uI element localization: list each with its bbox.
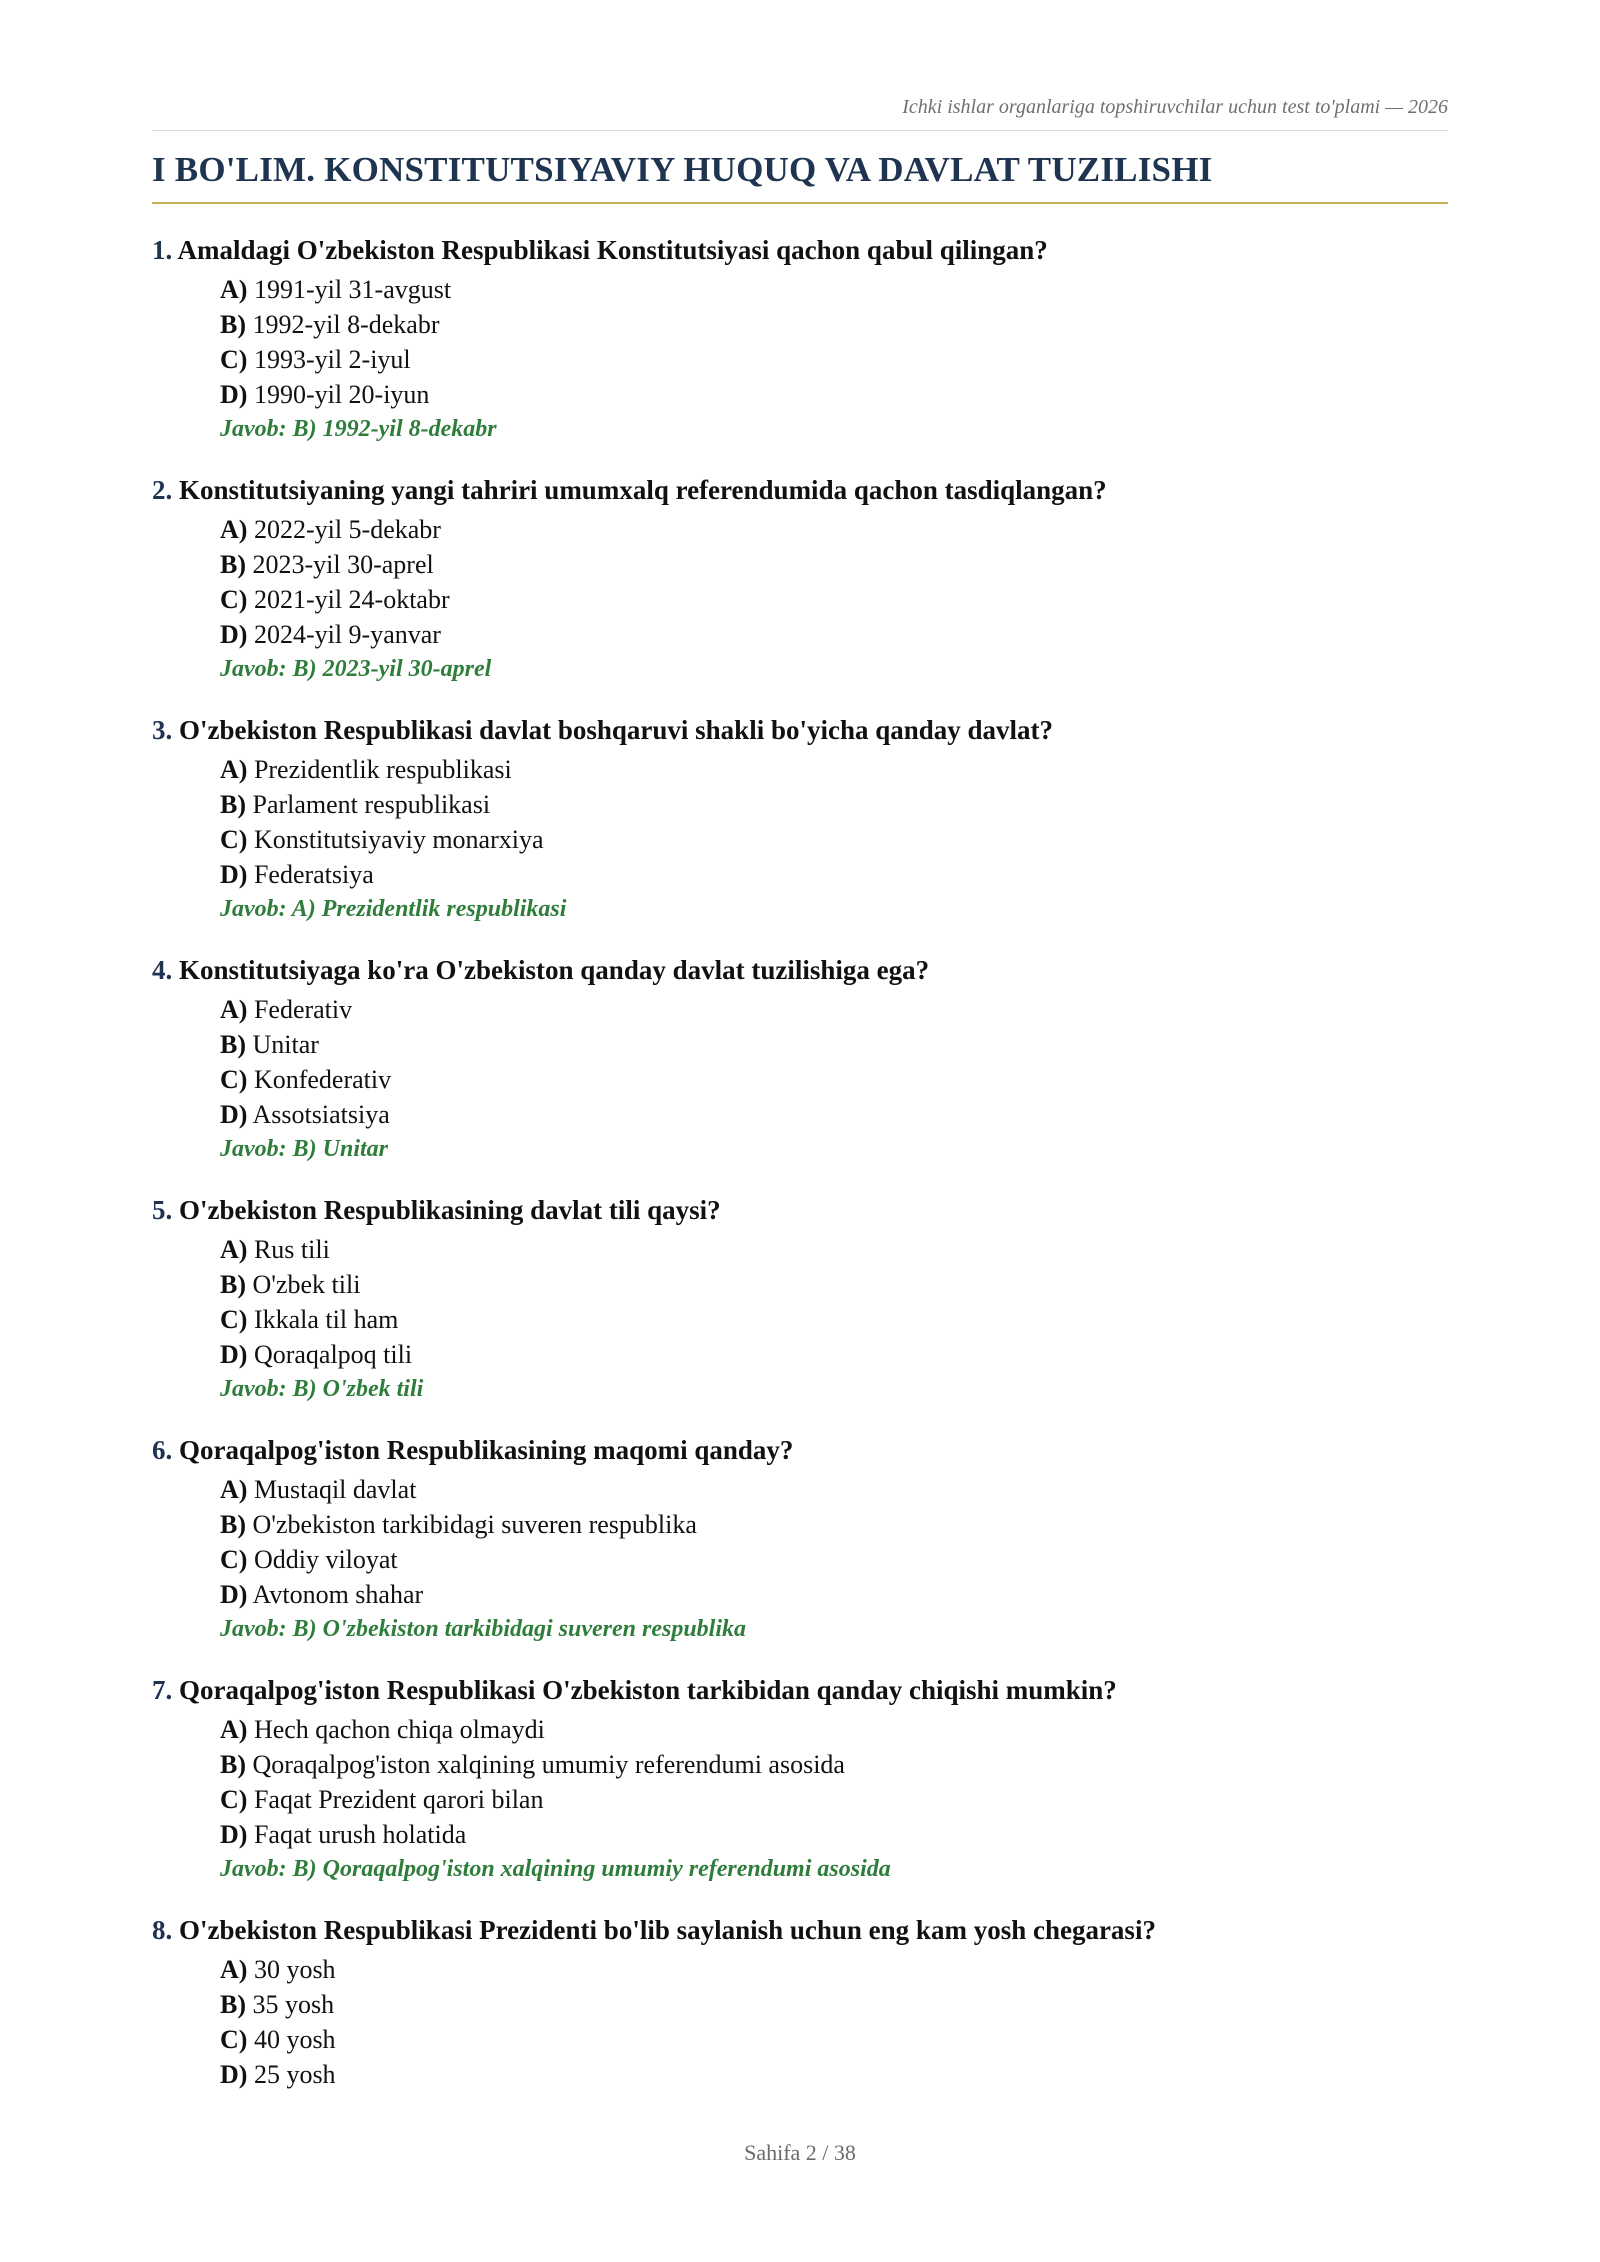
answer-option: [220, 547, 1448, 582]
option-letter: D): [220, 620, 248, 649]
question-text: [152, 1670, 1448, 1710]
question-number: 4.: [152, 955, 173, 985]
option-letter: A): [220, 275, 248, 304]
answer-option: [220, 1747, 1448, 1782]
answer-option: [220, 1337, 1448, 1372]
option-text: Parlament respublikasi: [252, 790, 491, 819]
question-number: 8.: [152, 1915, 173, 1945]
answer-option: [220, 582, 1448, 617]
option-text: 2024-yil 9-yanvar: [253, 620, 441, 649]
option-letter: C): [220, 1785, 248, 1814]
question-body: Qoraqalpog'iston Respublikasi O'zbekiston tarkibidan qanday chiqishi mumkin?: [179, 1675, 1117, 1705]
question-number: 5.: [152, 1195, 173, 1225]
answer-option: [220, 822, 1448, 857]
option-letter: D): [220, 1820, 248, 1849]
option-text: 40 yosh: [253, 2025, 336, 2054]
question-body: O'zbekiston Respublikasi davlat boshqaruvi shakli bo'yicha qanday davlat?: [179, 715, 1054, 745]
question-body: Qoraqalpog'iston Respublikasining maqomi qanday?: [179, 1435, 794, 1465]
option-letter: A): [220, 755, 248, 784]
answer-option: [220, 787, 1448, 822]
question-text: [152, 1910, 1448, 1950]
answer-option: [220, 2022, 1448, 2057]
answer-option: [220, 857, 1448, 892]
question-number: 6.: [152, 1435, 173, 1465]
question-item: [152, 710, 1448, 950]
question-item: [152, 1430, 1448, 1670]
option-text: 1993-yil 2-iyul: [253, 345, 411, 374]
question-number: 3.: [152, 715, 173, 745]
option-letter: A): [220, 1235, 248, 1264]
option-letter: D): [220, 2060, 248, 2089]
question-body: Konstitutsiyaga ko'ra O'zbekiston qanday davlat tuzilishiga ega?: [179, 955, 930, 985]
option-letter: A): [220, 1955, 248, 1984]
option-letter: C): [220, 825, 248, 854]
question-item: [152, 1190, 1448, 1430]
question-number: 1.: [152, 235, 173, 265]
option-letter: D): [220, 1580, 248, 1609]
option-text: 25 yosh: [253, 2060, 336, 2089]
answer-option: [220, 1817, 1448, 1852]
answer-option: [220, 617, 1448, 652]
answer-option: [220, 1782, 1448, 1817]
option-text: Qoraqalpoq tili: [253, 1340, 413, 1369]
option-letter: B): [220, 550, 246, 579]
answer-option: [220, 1712, 1448, 1747]
answer-option: [220, 752, 1448, 787]
header-divider: [152, 130, 1448, 131]
option-letter: A): [220, 515, 248, 544]
correct-answer: Javob: A) Prezidentlik respublikasi: [220, 896, 567, 922]
question-body: Amaldagi O'zbekiston Respublikasi Konstitutsiyasi qachon qabul qilingan?: [177, 235, 1048, 265]
question-text: [152, 470, 1448, 510]
option-list: [152, 1232, 1448, 1406]
answer-option: [220, 1987, 1448, 2022]
question-text: [152, 1430, 1448, 1470]
question-text: [152, 710, 1448, 750]
question-body: O'zbekiston Respublikasi Prezidenti bo'lib saylanish uchun eng kam yosh chegarasi?: [179, 1915, 1156, 1945]
option-letter: A): [220, 1475, 248, 1504]
option-letter: C): [220, 2025, 248, 2054]
option-text: Federativ: [253, 995, 353, 1024]
option-text: Faqat Prezident qarori bilan: [253, 1785, 544, 1814]
question-item: [152, 230, 1448, 470]
option-text: O'zbek tili: [252, 1270, 361, 1299]
option-text: Hech qachon chiqa olmaydi: [253, 1715, 545, 1744]
question-body: Konstitutsiyaning yangi tahriri umumxalq referendumida qachon tasdiqlangan?: [179, 475, 1107, 505]
document-page: [152, 0, 1448, 2262]
page-number: Sahifa 2 / 38: [744, 2140, 856, 2165]
question-item: [152, 950, 1448, 1190]
option-letter: C): [220, 1545, 248, 1574]
option-text: Unitar: [252, 1030, 319, 1059]
option-text: Qoraqalpog'iston xalqining umumiy referendumi asosida: [252, 1750, 845, 1779]
option-letter: B): [220, 1270, 246, 1299]
option-letter: C): [220, 1065, 248, 1094]
running-header: Ichki ishlar organlariga topshiruvchilar uchun test to'plami — 2026: [902, 96, 1448, 118]
question-number: 2.: [152, 475, 173, 505]
option-text: 2023-yil 30-aprel: [252, 550, 434, 579]
option-text: 35 yosh: [252, 1990, 335, 2019]
option-letter: C): [220, 345, 248, 374]
question-item: [152, 1670, 1448, 1910]
option-letter: B): [220, 790, 246, 819]
option-text: Mustaqil davlat: [253, 1475, 417, 1504]
option-text: Rus tili: [253, 1235, 330, 1264]
option-list: [152, 272, 1448, 446]
answer-option: [220, 1472, 1448, 1507]
option-text: 2022-yil 5-dekabr: [253, 515, 441, 544]
option-text: 1991-yil 31-avgust: [253, 275, 452, 304]
question-text: [152, 1190, 1448, 1230]
answer-option: [220, 377, 1448, 412]
correct-answer: Javob: B) 2023-yil 30-aprel: [220, 656, 492, 682]
option-text: 1990-yil 20-iyun: [253, 380, 430, 409]
option-letter: D): [220, 1340, 248, 1369]
option-letter: B): [220, 1510, 246, 1539]
answer-option: [220, 2057, 1448, 2092]
answer-option: [220, 342, 1448, 377]
option-text: O'zbekiston tarkibidagi suveren respublika: [252, 1510, 697, 1539]
option-letter: B): [220, 1030, 246, 1059]
question-list: [152, 230, 1448, 2150]
option-letter: B): [220, 1750, 246, 1779]
correct-answer: Javob: B) Unitar: [220, 1136, 388, 1162]
answer-option: [220, 1542, 1448, 1577]
question-body: O'zbekiston Respublikasining davlat tili qaysi?: [179, 1195, 721, 1225]
answer-option: [220, 1952, 1448, 1987]
question-number: 7.: [152, 1675, 173, 1705]
answer-option: [220, 1302, 1448, 1337]
option-list: [152, 752, 1448, 926]
option-letter: A): [220, 1715, 248, 1744]
option-list: [152, 1952, 1448, 2092]
option-text: 30 yosh: [253, 1955, 336, 1984]
question-item: [152, 470, 1448, 710]
option-text: Prezidentlik respublikasi: [253, 755, 512, 784]
answer-option: [220, 272, 1448, 307]
option-list: [152, 1472, 1448, 1646]
answer-option: [220, 1232, 1448, 1267]
option-letter: D): [220, 380, 248, 409]
correct-answer: Javob: B) O'zbek tili: [220, 1376, 424, 1402]
answer-option: [220, 307, 1448, 342]
option-letter: B): [220, 310, 246, 339]
answer-option: [220, 1267, 1448, 1302]
question-text: [152, 950, 1448, 990]
option-letter: B): [220, 1990, 246, 2019]
option-text: Konstitutsiyaviy monarxiya: [253, 825, 544, 854]
correct-answer: Javob: B) 1992-yil 8-dekabr: [220, 416, 497, 442]
answer-option: [220, 1507, 1448, 1542]
option-letter: D): [220, 1100, 248, 1129]
option-text: Assotsiatsiya: [252, 1100, 390, 1129]
option-text: Federatsiya: [253, 860, 374, 889]
question-item: [152, 1910, 1448, 2150]
option-letter: C): [220, 1305, 248, 1334]
option-text: Avtonom shahar: [252, 1580, 424, 1609]
answer-option: [220, 512, 1448, 547]
section-title-divider: [152, 202, 1448, 204]
option-list: [152, 992, 1448, 1166]
option-letter: A): [220, 995, 248, 1024]
option-text: Ikkala til ham: [253, 1305, 399, 1334]
option-letter: D): [220, 860, 248, 889]
correct-answer: Javob: B) Qoraqalpog'iston xalqining umumiy referendumi asosida: [220, 1856, 891, 1882]
correct-answer: Javob: B) O'zbekiston tarkibidagi suveren respublika: [220, 1616, 747, 1642]
answer-option: [220, 992, 1448, 1027]
answer-option: [220, 1097, 1448, 1132]
option-text: Konfederativ: [253, 1065, 392, 1094]
question-text: [152, 230, 1448, 270]
option-text: Oddiy viloyat: [253, 1545, 398, 1574]
answer-option: [220, 1062, 1448, 1097]
option-letter: C): [220, 585, 248, 614]
option-text: 1992-yil 8-dekabr: [252, 310, 440, 339]
option-list: [152, 512, 1448, 686]
section-title: I BO'LIM. KONSTITUTSIYAVIY HUQUQ VA DAVLAT TUZILISHI: [152, 150, 1213, 189]
option-text: 2021-yil 24-oktabr: [253, 585, 450, 614]
option-list: [152, 1712, 1448, 1886]
answer-option: [220, 1027, 1448, 1062]
option-text: Faqat urush holatida: [253, 1820, 467, 1849]
answer-option: [220, 1577, 1448, 1612]
